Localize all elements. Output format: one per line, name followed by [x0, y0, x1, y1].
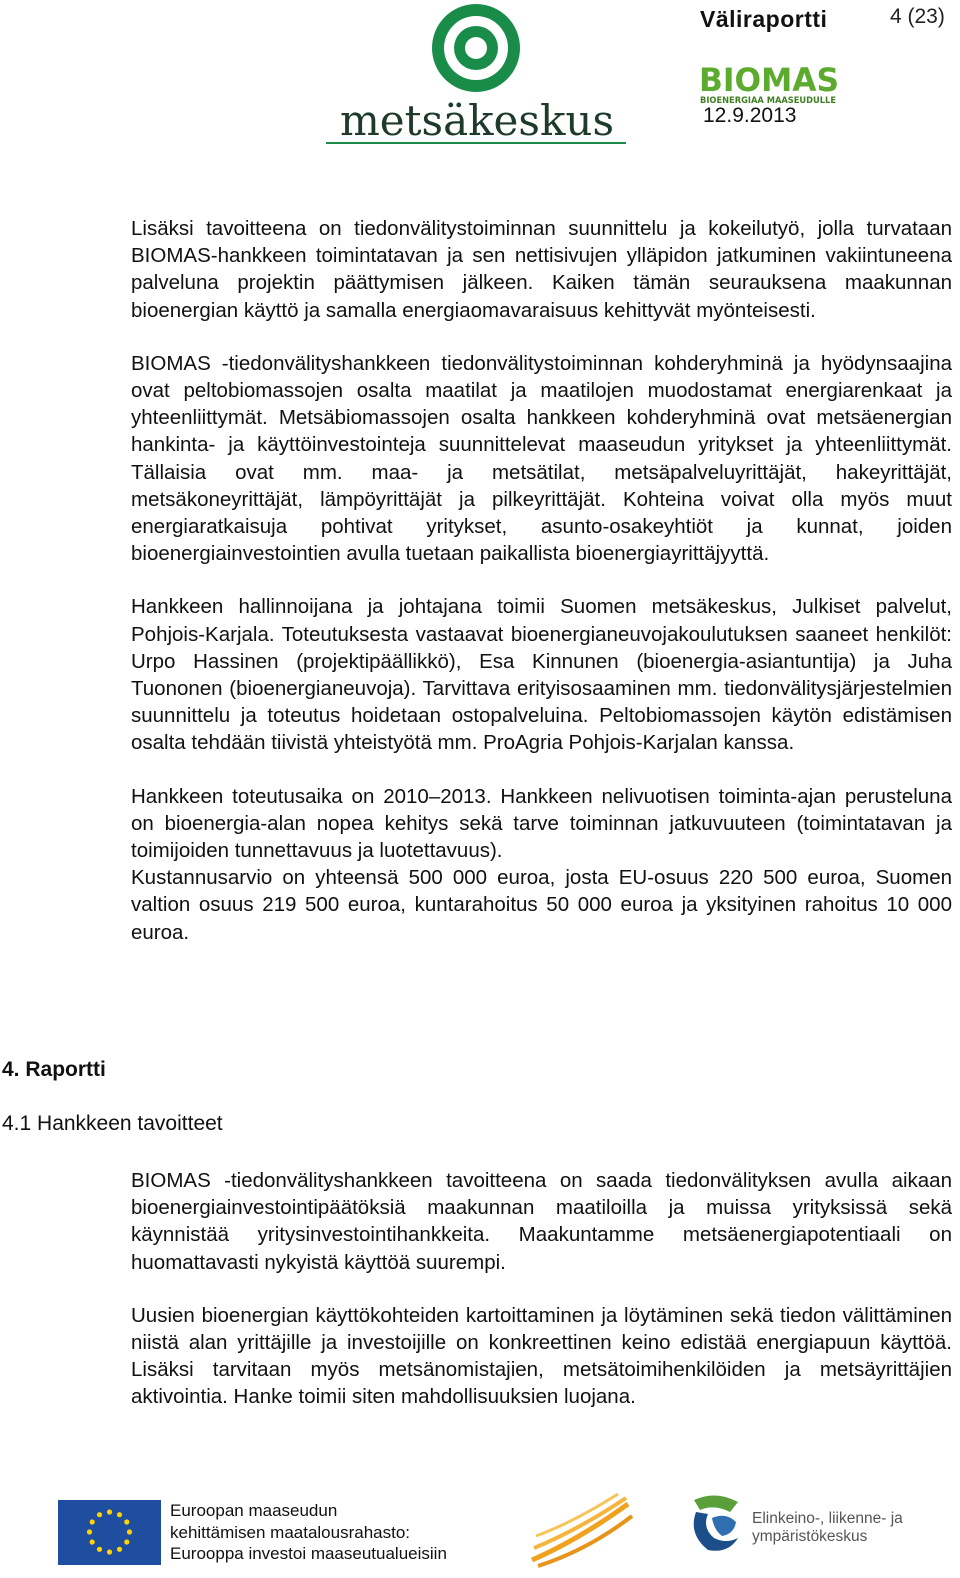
- paragraph: Hankkeen hallinnoijana ja johtajana toimii Suomen metsäkeskus, Julkiset palvelut, Pohjois-Karjala. Toteutuksesta vastaavat bioenergianeuvojakoulutuksen saaneet henkilöt: Urpo Hassinen (projektipäällikkö), Esa Kinnunen (bioenergia-asiantuntija) ja Juha Tuononen (bioenergianeuvoja). Tarvittava erityisosaaminen mm. tiedonvälitysjärjestelmien suunnittelu ja toteutus hoidetaan ostopalveluina. Peltobiomassojen käytön edistämisen osalta tehdään tiivistä yhteistyötä mm. ProAgria Pohjois-Karjalan kanssa.: [131, 595, 952, 755]
- document-title: Väliraportti: [700, 6, 828, 32]
- eu-fund-text: [170, 1500, 447, 1565]
- eu-fund-line: kehittämisen maatalousrahasto:: [170, 1522, 411, 1542]
- biomas-logo: [699, 63, 841, 105]
- paragraph: BIOMAS -tiedonvälityshankkeen tiedonvälitystoiminnan kohderyhminä ja hyödynsaajina ovat peltobiomassojen osalta maatilat ja maatilojen muodostamat energiarenkaat ja yhteenliittymät. Metsäbiomassojen osalta hankkeen kohderyhminä ovat metsäenergian hankinta- ja käyttöinvestointeja suunnittelevat maaseudun yritykset ja yhteenliittymät. Tällaisia ovat mm. maa- ja metsätilat, metsäpalveluyrittäjät, hakeyrittäjät, metsäkoneyrittäjät, lämpöyrittäjät ja pilkeyrittäjät. Kohteina voivat olla myös muut energiaratkaisuja pohtivat yritykset, asunto-osakeyhtiöt ja kunnat, joiden bioenergiainvestointien avulla tuetaan paikallista bioenergiayrittäjyyttä.: [131, 351, 952, 566]
- body-text-top: [131, 215, 952, 972]
- ely-centre-logo-icon: [686, 1492, 744, 1554]
- paragraph: Hankkeen toteutusaika on 2010–2013. Hankkeen nelivuotisen toiminta-ajan perusteluna on bioenergia-alan nopea kehitys sekä tarve toiminnan jatkuvuuteen (toimintatavan ja toimijoiden tunnettavuus ja luotettavuus).: [131, 784, 952, 863]
- paragraph: Lisäksi tavoitteena on tiedonvälitystoiminnan suunnittelu ja kokeilutyö, jolla turvataan BIOMAS-hankkeen toimintatavan ja sen nettisivujen ylläpidon jatkuminen vakiintuneena palveluna projektin päättymisen jälkeen. Kaiken tämän seurauksena maakunnan bioenergian käyttö ja samalla energiaomavaraisuus kehittyvät myönteisesti.: [131, 217, 952, 322]
- ely-centre-line: ympäristökeskus: [752, 1528, 868, 1545]
- paragraph: BIOMAS -tiedonvälityshankkeen tavoitteena on saada tiedonvälityksen avulla aikaan bioenergiainvestointipäätöksiä maakunnan maatiloilla ja muissa yrityksissä sekä käynnistää yritysinvestointihankkeita. Maakuntamme metsäenergiapotentiaali on huomattavasti nykyistä käyttöä suurempi.: [131, 1169, 952, 1274]
- ely-centre-text: [752, 1510, 903, 1546]
- ely-centre-line: Elinkeino-, liikenne- ja: [752, 1510, 903, 1527]
- svg-text:BIOMAS: BIOMAS: [699, 63, 839, 99]
- svg-text:BIOENERGIAA MAASEUDULLE: BIOENERGIAA MAASEUDULLE: [700, 96, 836, 105]
- body-text-bottom: [131, 1167, 952, 1437]
- paragraph: Kustannusarvio on yhteensä 500 000 euroa, josta EU-osuus 220 500 euroa, Suomen valtion osuus 219 500 euroa, kuntarahoitus 50 000 euroa ja yksityinen rahoitus 10 000 euroa.: [131, 866, 952, 944]
- eu-fund-line: Eurooppa investoi maaseutualueisiin: [170, 1544, 447, 1563]
- document-date: 12.9.2013: [703, 104, 797, 127]
- svg-text:metsäkeskus: metsäkeskus: [339, 96, 615, 145]
- paragraph: Uusien bioenergian käyttökohteiden kartoittaminen ja löytäminen sekä tiedon välittäminen niistä alan yrittäjille ja investoijille on konkreettinen keino edistää energiapuun käyttöä. Lisäksi tarvitaan myös metsänomistajien, metsätoimihenkilöiden ja metsäyrittäjien aktivointia. Hanke toimii siten mahdollisuuksien luojana.: [131, 1303, 952, 1409]
- section-heading: 4. Raportti: [2, 1058, 106, 1081]
- eu-flag-icon: [58, 1500, 161, 1565]
- leader-swoosh-logo: [528, 1490, 634, 1568]
- eu-fund-line: Euroopan maaseudun: [170, 1501, 338, 1520]
- subsection-heading: 4.1 Hankkeen tavoitteet: [2, 1112, 223, 1135]
- page-number: 4 (23): [890, 5, 945, 28]
- metsakeskus-logo: [326, 2, 628, 148]
